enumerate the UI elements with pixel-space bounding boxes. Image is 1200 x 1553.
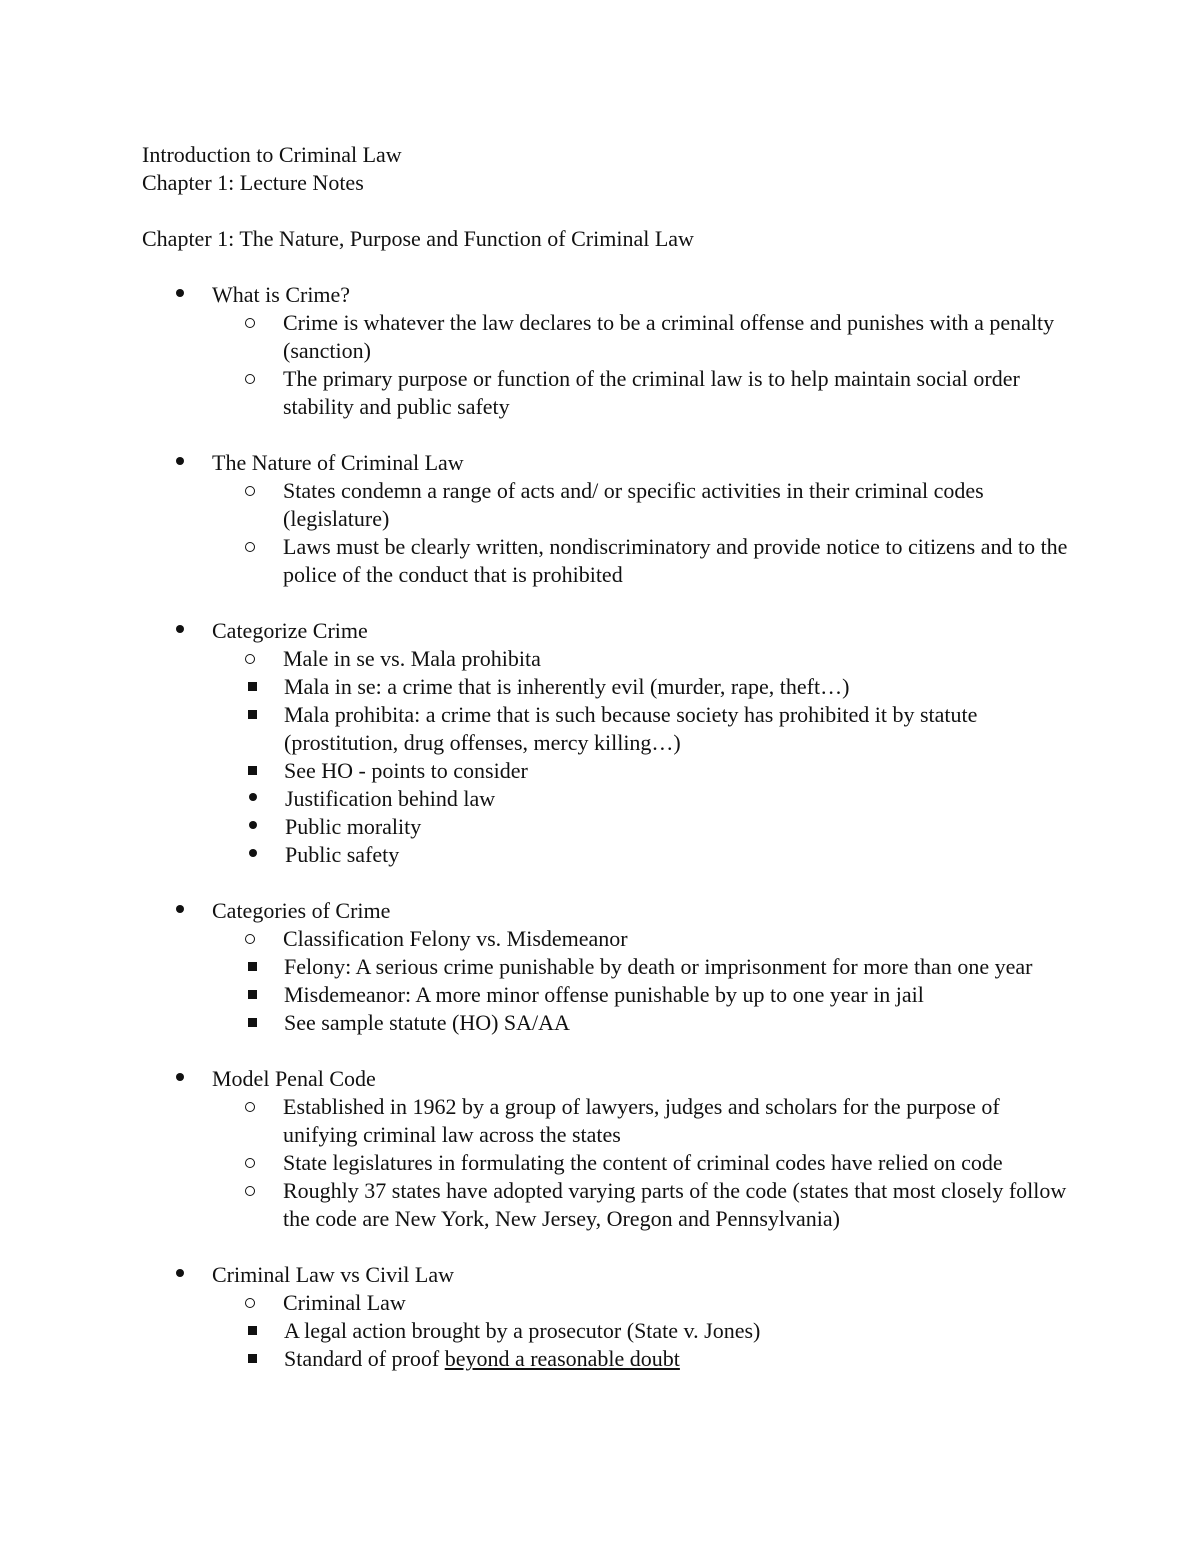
chapter-heading: Chapter 1: The Nature, Purpose and Function of Criminal Law [142,226,694,251]
section-categorize-crime [142,617,1072,869]
list-item: Public safety [214,841,1072,869]
circle-bullet-icon [240,309,260,337]
circle-bullet-icon [240,1177,260,1205]
square-bullet-icon [242,1317,262,1345]
list-item: Classification Felony vs. Misdemeanor Felony: A serious crime punishable by death or imprisonment for more than one year Misdemeanor: A more minor offense punishable by up to one year in jail See sample statute (HO) SA/AA [212,925,1072,1037]
list-item: The primary purpose or function of the criminal law is to help maintain social order stability and public safety [212,365,1072,421]
course-title: Introduction to Criminal Law [142,142,402,167]
list-item [142,1261,1072,1373]
circle-bullet-icon [240,645,260,673]
bullet-icon [170,617,190,645]
square-bullet-icon [242,673,262,701]
list-item: Laws must be clearly written, nondiscriminatory and provide notice to citizens and to the police of the conduct that is prohibited [212,533,1072,589]
list-item: Felony: A serious crime punishable by death or imprisonment for more than one year [213,953,1072,981]
list-item: Mala in se: a crime that is inherently evil (murder, rape, theft…) [213,673,1072,701]
section-categories-of-crime [142,897,1072,1037]
document-page [142,141,1072,1373]
square-bullet-icon [242,981,262,1009]
circle-bullet-icon [240,533,260,561]
list-item: Public morality [214,813,1072,841]
list-item [142,449,1072,589]
section-title: Criminal Law vs Civil Law [212,1262,454,1287]
list-item: Crime is whatever the law declares to be a criminal offense and punishes with a penalty (sanction) [212,309,1072,365]
list-item: Roughly 37 states have adopted varying parts of the code (states that most closely follow the code are New York, New Jersey, Oregon and Pennsylvania) [212,1177,1072,1233]
section-title: Categories of Crime [212,898,391,923]
notes-title: Chapter 1: Lecture Notes [142,170,364,195]
circle-bullet-icon [240,1289,260,1317]
list-item: Mala prohibita: a crime that is such because society has prohibited it by statute (prostitution, drug offenses, mercy killing…) [213,701,1072,757]
circle-bullet-icon [240,1093,260,1121]
section-title: Categorize Crime [212,618,368,643]
square-bullet-icon [242,1009,262,1037]
circle-bullet-icon [240,925,260,953]
bullet-icon [243,841,263,869]
list-item [142,897,1072,1037]
list-item [142,1065,1072,1233]
circle-bullet-icon [240,477,260,505]
list-item: Criminal Law A legal action brought by a prosecutor (State v. Jones) Standard of proof beyond a reasonable doubt [212,1289,1072,1373]
list-item: Standard of proof beyond a reasonable doubt [213,1345,1072,1373]
circle-bullet-icon [240,365,260,393]
list-item: See sample statute (HO) SA/AA [213,1009,1072,1037]
square-bullet-icon [242,701,262,729]
section-title: What is Crime? [212,282,351,307]
bullet-icon [243,785,263,813]
list-item: Established in 1962 by a group of lawyers, judges and scholars for the purpose of unifying criminal law across the states [212,1093,1072,1149]
list-item: States condemn a range of acts and/ or specific activities in their criminal codes (legislature) [212,477,1072,533]
list-item [142,281,1072,421]
list-item: A legal action brought by a prosecutor (State v. Jones) [213,1317,1072,1345]
square-bullet-icon [242,1345,262,1373]
section-criminal-vs-civil [142,1261,1072,1373]
list-item: State legislatures in formulating the content of criminal codes have relied on code [212,1149,1072,1177]
bullet-icon [170,1065,190,1093]
square-bullet-icon [242,953,262,981]
section-nature-of-criminal-law [142,449,1072,589]
underlined-phrase: beyond a reasonable doubt [444,1346,680,1371]
section-what-is-crime [142,281,1072,421]
list-item [142,617,1072,869]
bullet-icon [170,897,190,925]
section-model-penal-code [142,1065,1072,1233]
bullet-icon [243,813,263,841]
list-item: Justification behind law [214,785,1072,813]
circle-bullet-icon [240,1149,260,1177]
list-item: Misdemeanor: A more minor offense punishable by up to one year in jail [213,981,1072,1009]
section-title: The Nature of Criminal Law [212,450,464,475]
section-title: Model Penal Code [212,1066,376,1091]
square-bullet-icon [242,757,262,785]
list-item: See HO - points to consider Justification behind law Public morality Public safety [213,757,1072,869]
bullet-icon [170,449,190,477]
list-item: Male in se vs. Mala prohibita Mala in se: a crime that is inherently evil (murder, rape, theft…) Mala prohibita: a crime that is such because society has prohibited it by statute (prostitution, drug offenses, mercy killing…) See HO - points to consider Justification behind law Public morality Public safety [212,645,1072,869]
bullet-icon [170,281,190,309]
bullet-icon [170,1261,190,1289]
